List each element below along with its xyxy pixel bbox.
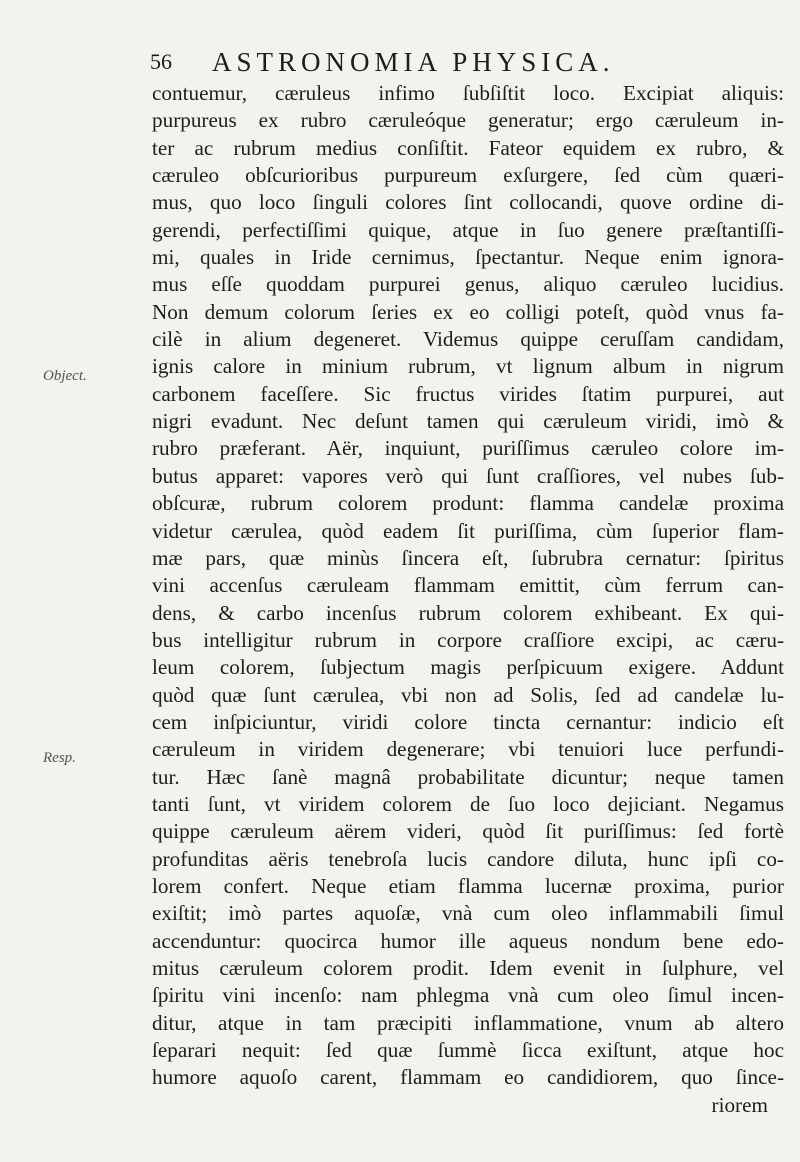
text-line: ignis calore in minium rubrum, vt lignum album in nigrum: [152, 354, 784, 379]
page-header: [150, 42, 790, 82]
text-line: humore aquoſo carent, flammam eo candidiorem, quo ſince-: [152, 1065, 784, 1090]
text-line: contuemur, cæruleus infimo ſubſiſtit loco. Excipiat aliquis:: [152, 81, 784, 105]
text-line: mus, quo loco ſinguli colores ſint collocandi, quove ordine di-: [152, 190, 784, 215]
text-line: nigri evadunt. Nec deſunt tamen qui cæruleum viridi, imò &: [152, 409, 784, 434]
text-line: ter ac rubrum medius conſiſtit. Fateor equidem ex rubro, &: [152, 135, 784, 160]
text-line: cæruleo obſcurioribus purpureum exſurgere, ſed cùm quæri-: [152, 163, 784, 188]
text-line: lorem confert. Neque etiam flamma lucernæ proxima, purior: [152, 873, 784, 898]
text-line: obſcuræ, rubrum colorem produnt: flamma candelæ proxima: [152, 491, 784, 516]
running-title: ASTRONOMIA PHYSICA.: [212, 46, 615, 77]
body-text: [152, 80, 784, 1119]
marginal-note-response: Resp.: [43, 750, 76, 766]
text-line: gerendi, perfectiſſimi quique, atque in ſuo genere præſtantiſſi-: [152, 217, 784, 242]
text-line: profunditas aëris tenebroſa lucis candore diluta, hunc ipſi co-: [152, 846, 784, 871]
text-line: mi, quales in Iride cernimus, ſpectantur. Neque enim ignora-: [152, 245, 784, 270]
text-line: mæ pars, quæ minùs ſincera eſt, ſubrubra cernatur: ſpiritus: [152, 545, 784, 570]
text-line: Non demum colorum ſeries ex eo colligi poteſt, quòd vnus fa-: [152, 299, 784, 324]
text-line: butus apparet: vapores verò qui ſunt craſſiores, vel nubes ſub-: [152, 463, 784, 488]
text-line: cæruleum in viridem degenerare; vbi tenuiori luce perfundi-: [152, 737, 784, 762]
text-line: purpureus ex rubro cæruleóque generatur; ergo cæruleum in-: [152, 108, 784, 133]
page-number: 56: [150, 49, 172, 74]
catchword: riorem: [711, 1092, 768, 1117]
text-line: tur. Hæc ſanè magnâ probabilitate dicuntur; neque tamen: [152, 764, 784, 789]
text-line: exiſtit; imò partes aquoſæ, vnà cum oleo inflammabili ſimul: [152, 901, 784, 926]
text-line: cilè in alium degeneret. Videmus quippe ceruſſam candidam,: [152, 327, 784, 352]
text-line: ſeparari nequit: ſed quæ ſummè ſicca exiſtunt, atque hoc: [152, 1038, 784, 1063]
text-line: vini accenſus cæruleam flammam emittit, cùm ferrum can-: [152, 573, 784, 598]
text-line: ditur, atque in tam præcipiti inflammatione, vnum ab altero: [152, 1010, 784, 1035]
text-line: mus eſſe quoddam purpurei genus, aliquo cæruleo lucidius.: [152, 272, 784, 297]
text-line: mitus cæruleum colorem prodit. Idem evenit in ſulphure, vel: [152, 956, 784, 980]
text-line: tanti ſunt, vt viridem colorem de ſuo loco dejiciant. Negamus: [152, 791, 784, 816]
text-line: bus intelligitur rubrum in corpore craſſiore excipi, ac cæru-: [152, 627, 784, 652]
text-line: cem inſpiciuntur, viridi colore tincta cernantur: indicio eſt: [152, 709, 784, 734]
text-line: leum colorem, ſubjectum magis perſpicuum exigere. Addunt: [152, 655, 784, 680]
text-line: dens, & carbo incenſus rubrum colorem exhibeant. Ex qui-: [152, 600, 784, 625]
marginal-note-objection: Object.: [43, 368, 87, 384]
text-line: quòd quæ ſunt cærulea, vbi non ad Solis, ſed ad candelæ lu-: [152, 682, 784, 707]
text-line: ſpiritu vini incenſo: nam phlegma vnà cum oleo ſimul incen-: [152, 983, 784, 1008]
text-line: carbonem faceſſere. Sic fructus virides ſtatim purpurei, aut: [152, 381, 784, 406]
text-line: accenduntur: quocirca humor ille aqueus nondum bene edo-: [152, 928, 784, 953]
text-line: quippe cæruleum aërem videri, quòd ſit puriſſimus: ſed fortè: [152, 819, 784, 844]
text-line: videtur cærulea, quòd eadem ſit puriſſima, cùm ſuperior flam-: [152, 518, 784, 543]
text-line: rubro præferant. Aër, inquiunt, puriſſimus cæruleo colore im-: [152, 436, 784, 461]
